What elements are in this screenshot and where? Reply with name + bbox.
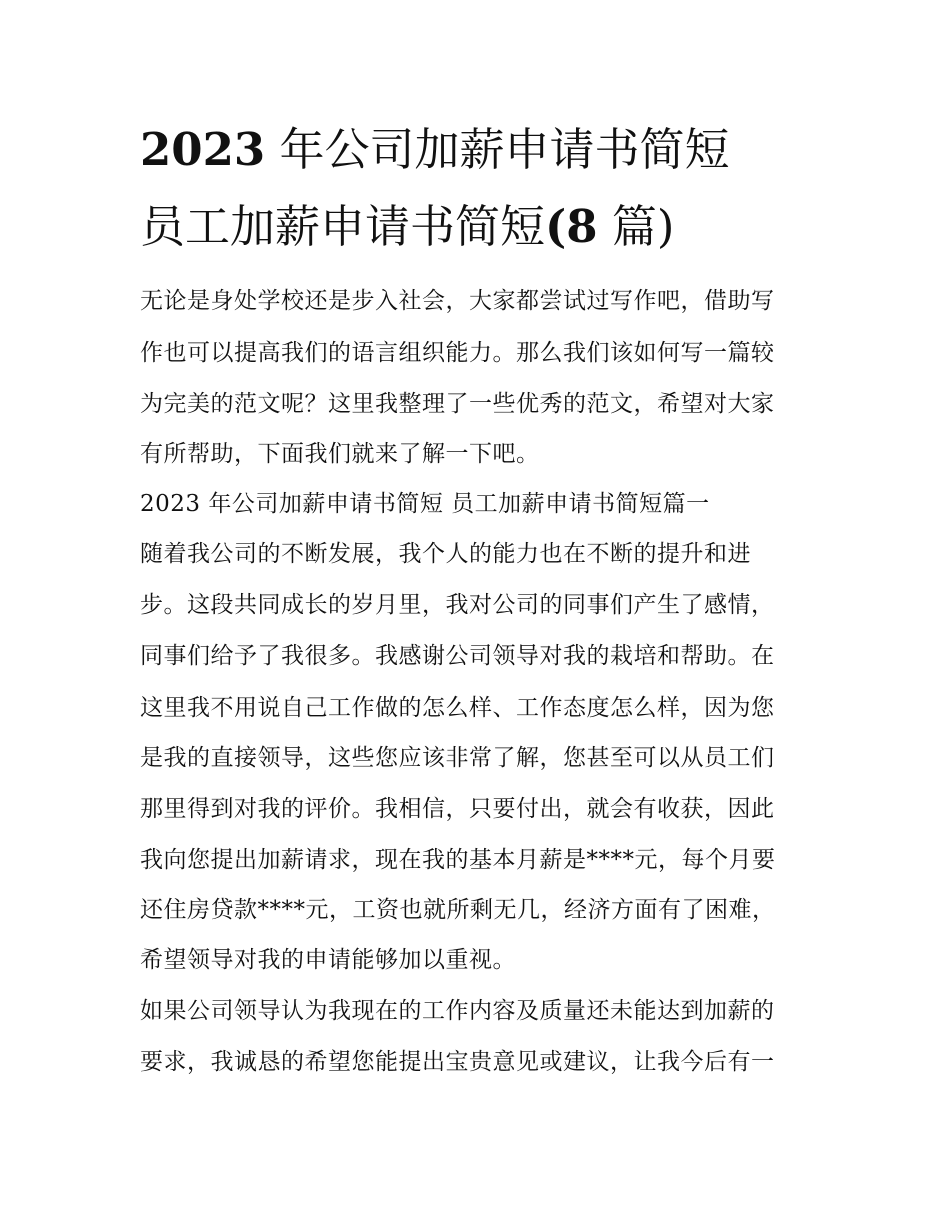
body-line: 还住房贷款****元，工资也就所剩无几，经济方面有了困难，	[140, 897, 776, 923]
body-line: 同事们给予了我很多。我感谢公司领导对我的栽培和帮助。在	[140, 643, 775, 669]
body-line: 作也可以提高我们的语言组织能力。那么我们该如何写一篇较	[140, 340, 775, 366]
document-title-line-2	[140, 197, 820, 257]
title-line-2-end: 篇)	[597, 200, 675, 253]
body-line: 是我的直接领导，这些您应该非常了解，您甚至可以从员工们	[140, 745, 775, 771]
body-line: 有所帮助，下面我们就来了解一下吧。	[140, 441, 540, 467]
body-line: 要求，我诚恳的希望您能提出宝贵意见或建议，让我今后有一	[140, 1049, 775, 1075]
body-line: 如果公司领导认为我现在的工作内容及质量还未能达到加薪的	[140, 998, 775, 1024]
document-title-line-1	[140, 120, 820, 180]
body-line: 步。这段共同成长的岁月里，我对公司的同事们产生了感情，	[140, 592, 775, 618]
body-line: 希望领导对我的申请能够加以重视。	[140, 947, 516, 973]
body-line: 我向您提出加薪请求，现在我的基本月薪是****元，每个月要	[140, 847, 776, 873]
body-line: 为完美的范文呢？这里我整理了一些优秀的范文，希望对大家	[140, 391, 775, 417]
title-year: 2023	[140, 123, 266, 176]
body-line: 无论是身处学校还是步入社会，大家都尝试过写作吧，借助写	[140, 288, 775, 314]
title-line-2-text: 员工加薪申请书简短	[140, 200, 546, 253]
section-heading: 2023 年公司加薪申请书简短 员工加薪申请书简短篇一	[140, 491, 710, 517]
title-line-1-text: 年公司加薪申请书简短	[265, 123, 730, 176]
title-count: (8	[545, 200, 598, 253]
body-line: 随着我公司的不断发展，我个人的能力也在不断的提升和进	[140, 541, 751, 567]
body-line: 那里得到对我的评价。我相信，只要付出，就会有收获，因此	[140, 796, 775, 822]
body-line: 这里我不用说自己工作做的怎么样、工作态度怎么样，因为您	[140, 695, 775, 721]
